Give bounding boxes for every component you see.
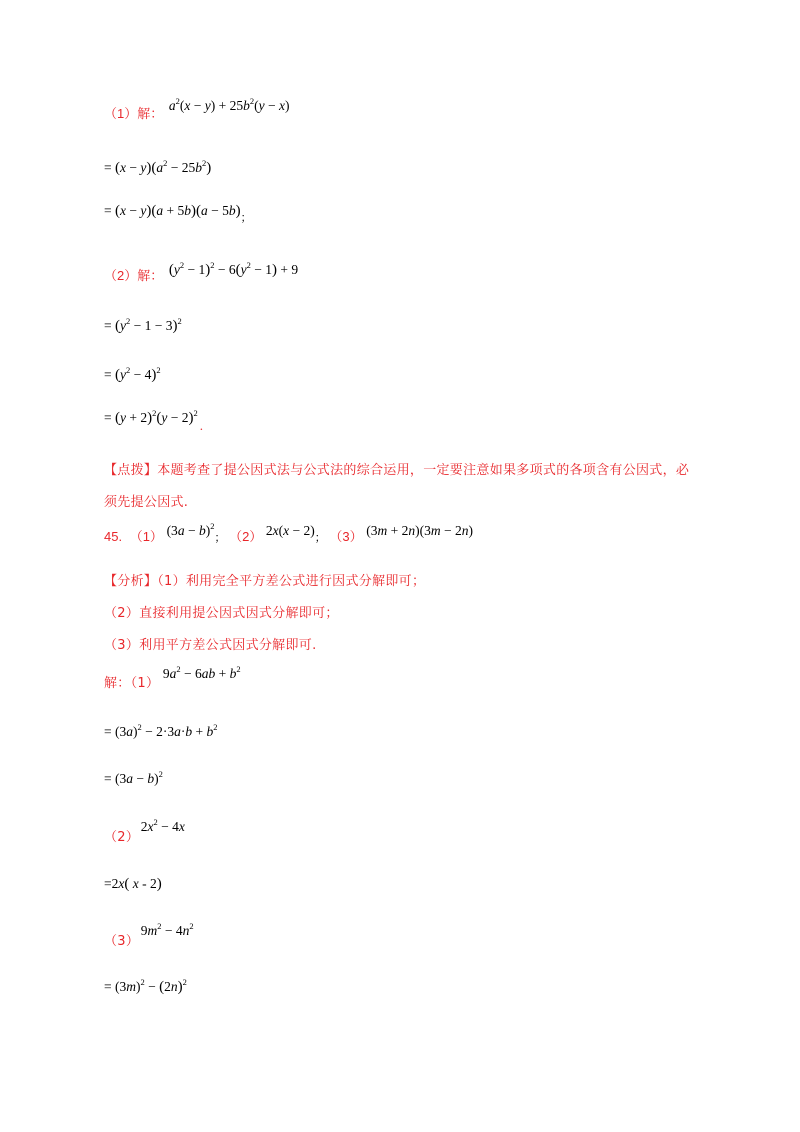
q45-sep1: ； (214, 532, 226, 544)
p2-step2: = $(y^2 - 4)^2$ (104, 365, 161, 383)
q45-answer2: 2x(x − 2) (265, 523, 315, 538)
sol2-expression: $2x^2 - 4x$ (140, 817, 185, 834)
q45-answer2-label: （2） (229, 529, 263, 544)
p2-line (104, 260, 299, 285)
sol2-line (104, 817, 187, 845)
dianbo-line1: 【点拨】本题考查了提公因式法与公式法的综合运用，一定要注意如果多项式的各项含有公因式，必 (104, 463, 690, 478)
sol3-label: （3） (104, 934, 140, 949)
q45-number: 45. (104, 529, 123, 544)
sol3-expression: $9m^2 - 4n^2$ (140, 921, 194, 938)
p1-line (104, 96, 290, 122)
fenxi-line2: （2）直接利用提公因式因式分解即可； (104, 606, 339, 621)
sol1-expression: $9a^2 - 6ab + b^2$ (162, 664, 241, 681)
p2-expression: $(y^2 - 1)^2 - 6(y^2 - 1) + 9$ (168, 260, 299, 278)
p2-end-mark: . (199, 418, 203, 433)
sol-intro: 解：（1） (104, 676, 160, 691)
sol3-line (104, 921, 196, 949)
p1-step1: = $(x - y)(a^2 - 25b^2)$ (104, 158, 212, 176)
sol3-step1: = $(3m)^2 - (2n)^2$ (104, 977, 187, 995)
sol1-step2: = $(3a - b)^2$ (104, 769, 163, 786)
dianbo-line2: 须先提公因式. (104, 495, 189, 510)
fenxi-line1: 【分析】（1）利用完全平方差公式进行因式分解即可； (104, 574, 426, 589)
sol2-label: （2） (104, 830, 140, 845)
sol2-step1: =2x( x - 2) (104, 876, 162, 892)
q45-answer1-label: （1） (129, 529, 163, 544)
p1-semicolon: ； (240, 212, 252, 224)
q45-answer1: $(3a - b)^2$ (166, 521, 215, 538)
p2-label: （2）解： (104, 268, 164, 283)
p1-label: （1）解： (104, 106, 164, 121)
p1-step2: = $(x - y)(a + 5b)(a - 5b)_;$ (104, 203, 252, 224)
p2-step3: = $(y + 2)^2(y - 2)^2$. (104, 408, 203, 433)
sol1-line (104, 664, 241, 691)
p1-expression: $a^2(x - y) + 25b^2(y - x)$ (168, 96, 290, 113)
sol1-step1: = $(3a)^2 - 2\cdot 3a\cdot b + b^2$ (104, 722, 218, 739)
p2-step1: = $(y^2 - 1 - 3)^2$ (104, 316, 182, 334)
q45-answer3-label: （3） (329, 529, 363, 544)
q45-answers (104, 521, 474, 545)
q45-sep2: ； (314, 532, 326, 544)
q45-answer3: (3m + 2n)(3m − 2n) (366, 523, 474, 538)
fenxi-line3: （3）利用平方差公式因式分解即可. (104, 638, 317, 653)
